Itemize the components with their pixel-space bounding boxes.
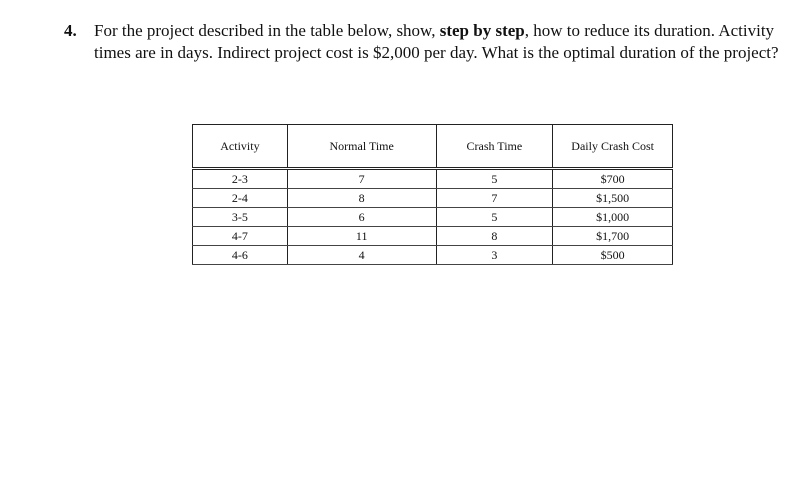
table-row (193, 208, 673, 227)
question-text (94, 20, 794, 64)
cell-activity: 3-5 (193, 208, 288, 227)
header-crash-time: Crash Time (436, 125, 553, 169)
cell-crash-time: 7 (436, 189, 553, 208)
cell-crash-time: 5 (436, 169, 553, 189)
activity-table (192, 124, 673, 265)
cell-daily-crash-cost: $500 (553, 246, 673, 265)
header-daily-crash-cost: Daily Crash Cost (553, 125, 673, 169)
cell-crash-time: 3 (436, 246, 553, 265)
question-bold-text: step by step (439, 21, 525, 40)
table-row (193, 169, 673, 189)
table-header-row (193, 125, 673, 169)
cell-normal-time: 6 (287, 208, 436, 227)
cell-activity: 4-7 (193, 227, 288, 246)
table-row (193, 246, 673, 265)
cell-normal-time: 7 (287, 169, 436, 189)
question-text-part-2: , how to reduce its duration. Activity times are in days. Indirect project cost is $2,000 per day. What is the optimal duration of the project? (94, 21, 779, 62)
table-row (193, 189, 673, 208)
header-normal-time: Normal Time (287, 125, 436, 169)
cell-daily-crash-cost: $1,700 (553, 227, 673, 246)
cell-activity: 2-3 (193, 169, 288, 189)
cell-daily-crash-cost: $1,000 (553, 208, 673, 227)
cell-normal-time: 8 (287, 189, 436, 208)
cell-crash-time: 5 (436, 208, 553, 227)
question-number: 4. (64, 21, 77, 40)
table-row (193, 227, 673, 246)
cell-daily-crash-cost: $1,500 (553, 189, 673, 208)
question-block (64, 20, 794, 64)
cell-activity: 2-4 (193, 189, 288, 208)
question-text-part-1: For the project described in the table below, show, (94, 21, 440, 40)
cell-activity: 4-6 (193, 246, 288, 265)
cell-crash-time: 8 (436, 227, 553, 246)
cell-normal-time: 4 (287, 246, 436, 265)
cell-daily-crash-cost: $700 (553, 169, 673, 189)
cell-normal-time: 11 (287, 227, 436, 246)
header-activity: Activity (193, 125, 288, 169)
